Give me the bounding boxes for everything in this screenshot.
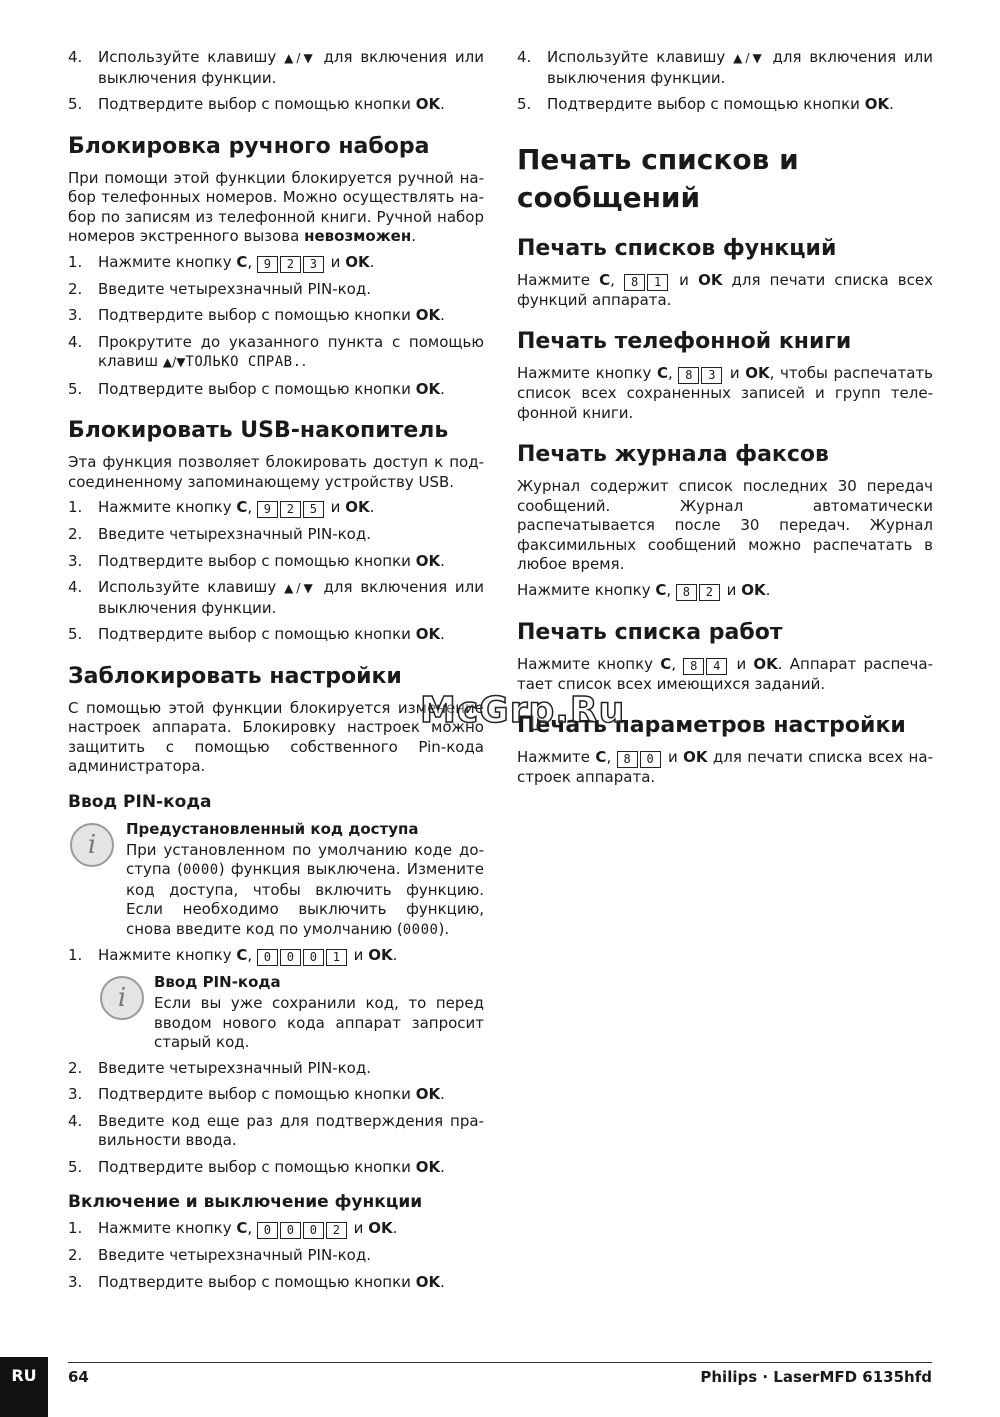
note-title: Ввод PIN-кода [154,973,281,991]
chapter-title: Печать списков и сообщений [517,142,799,214]
paragraph: Нажмите кнопку C, 8 4 и OK. Аппарат распечатает список всех имеющихся заданий. [517,654,933,693]
section-title: Печать телефонной книги [517,329,852,354]
lcd-text: ТОЛЬКО СПРАВ. [185,354,302,370]
keypad-key: 1 [326,949,347,966]
up-down-arrow-icon: ▲/▼ [733,51,765,65]
list-item: 1. Нажмите кнопку C, 9 2 5 и OK. [68,498,375,516]
subsection-title: Ввод PIN-кода [68,791,212,812]
list-item: 1. Нажмите кнопку C, 9 2 3 и OK. [68,252,375,271]
keypad-key: 2 [326,1222,347,1239]
watermark: McGrp.Ru [420,690,626,731]
footer-divider [68,1362,932,1363]
paragraph: При помощи этой функции блокируется ручной набор телефонных номеров. Можно осуществлять набор по записям из телефонной книги. Ручной набор номеров экстренного вызова невозможен. [68,168,484,245]
subsection-title: Включение и выключение функции [68,1192,423,1212]
list-item: 4. Введите код еще раз для подтверждения правильности ввода. [68,1111,484,1149]
section-title: Печать списков функций [517,235,837,261]
keypad-key: 3 [701,367,722,384]
keypad-key: 0 [257,1222,278,1239]
section-title: Печать параметров настройки [517,713,906,738]
steps-list [68,946,484,966]
keypad-key: 8 [676,584,697,601]
section-title: Печать журнала факсов [517,442,829,467]
paragraph: Эта функция позволяет блокировать доступ к подсоединенному запоминающему устройству USB. [68,453,484,491]
info-note [98,972,484,1053]
keypad-key: 1 [647,274,668,291]
up-down-arrow-icon: ▲/▼ [284,581,316,595]
list-item: 4. Используйте клавишу ▲/▼ для включения или выключения функции. [517,48,934,87]
intro-steps [68,48,484,115]
list-item: 5. Подтвердите выбор с помощью кнопки OK. [68,95,445,113]
language-tab: RU [0,1357,48,1417]
keypad-key: 2 [280,501,301,518]
info-icon: i [100,976,144,1020]
right-column [517,48,933,788]
steps-list [68,1219,484,1292]
list-item: 2. Введите четырехзначный PIN-код. [68,1246,371,1264]
list-item: 4. Используйте клавишу ▲/▼ для включения или выключения функции. [68,48,485,87]
keypad-key: 8 [678,367,699,384]
list-item: 3. Подтвердите выбор с помощью кнопки OK. [68,1272,445,1291]
intro-steps [517,48,933,115]
lcd-text: 0000 [402,921,439,938]
lcd-text: 0000 [182,862,219,878]
list-item: 2. Введите четырехзначный PIN-код. [68,525,371,543]
list-item: 3. Подтвердите выбор с помощью кнопки OK. [68,306,445,324]
keypad-key: 0 [303,949,324,966]
list-item: 4. Прокрутите до указанного пункта с помощью клавиш ▲/▼ТОЛЬКО СПРАВ.. [68,332,484,370]
list-item: 3. Подтвердите выбор с помощью кнопки OK. [68,551,445,570]
paragraph: Нажмите C, 8 1 и OK для печати списка всех функций аппарата. [517,270,933,309]
list-item: 1. Нажмите кнопку C, 0 0 0 1 и OK. [68,946,398,964]
keypad-key: 0 [640,751,661,768]
keypad-key: 2 [280,256,301,273]
note-text: При установленном по умолчанию коде доступа (0000) функция выключена. Измените код доступа, чтобы включить функцию. Если необходимо выключить функцию, снова введите код по умолчанию (0000). [126,840,484,938]
keypad-key: 3 [303,256,324,273]
keypad-key: 9 [257,501,278,518]
paragraph: Журнал содержит список последних 30 передач сообщений. Журнал автоматически распечатывается после 30 передач. Журнал факсимильных сообщений можно распечатать в любое время. [517,477,933,573]
steps-list [68,1059,484,1178]
section-title: Блокировать USB-накопитель [68,418,449,443]
keypad-key: 0 [280,949,301,966]
list-item: 5. Подтвердите выбор с помощью кнопки OK. [68,625,445,643]
section-title: Печать списка работ [517,619,783,645]
steps-list [68,498,484,645]
list-item: 5. Подтвердите выбор с помощью кнопки OK. [68,1157,445,1176]
keypad-key: 8 [683,658,704,675]
steps-list [68,253,484,400]
keypad-key: 0 [257,949,278,966]
keypad-key: 0 [303,1222,324,1239]
up-down-arrow-icon: ▲/▼ [162,355,186,369]
keypad-key: 2 [699,584,720,601]
section-title: Блокировка ручного набора [68,133,430,159]
section-title: Заблокировать настройки [68,663,402,689]
list-item: 2. Введите четырехзначный PIN-код. [68,1058,371,1077]
keypad-key: 8 [624,274,645,291]
keypad-key: 5 [303,501,324,518]
note-text: Если вы уже сохранили код, то перед вводом нового кода аппарат запросит старый код. [154,994,484,1051]
info-note [68,819,484,941]
keypad-key: 0 [280,1222,301,1239]
note-title: Предустановленный код доступа [126,819,419,838]
paragraph: С помощью этой функции блокируется изменение настроек аппарата. Блокировку настроек можно защитить с помощью собственного Pin-кода администратора. [68,698,484,775]
up-down-arrow-icon: ▲/▼ [284,51,316,65]
info-icon: i [70,823,114,867]
keypad-key: 4 [706,658,727,675]
keypad-key: 9 [257,256,278,273]
list-item: 5. Подтвердите выбор с помощью кнопки OK. [517,95,894,113]
list-item: 2. Введите четырехзначный PIN-код. [68,279,371,298]
list-item: 3. Подтвердите выбор с помощью кнопки OK. [68,1085,445,1103]
left-column [68,48,484,1299]
product-name: Philips · LaserMFD 6135hfd [700,1368,932,1386]
list-item: 1. Нажмите кнопку C, 0 0 0 2 и OK. [68,1219,398,1237]
paragraph: Нажмите кнопку C, 8 2 и OK. [517,580,771,599]
paragraph: Нажмите кнопку C, 8 3 и OK, чтобы распечатать список всех сохраненных записей и групп телефонной книги. [517,364,933,422]
list-item: 5. Подтвердите выбор с помощью кнопки OK. [68,379,445,398]
page-number: 64 [68,1368,89,1386]
list-item: 4. Используйте клавишу ▲/▼ для включения или выключения функции. [68,578,485,617]
paragraph: Нажмите C, 8 0 и OK для печати списка всех настроек аппарата. [517,748,933,786]
keypad-key: 8 [617,751,638,768]
